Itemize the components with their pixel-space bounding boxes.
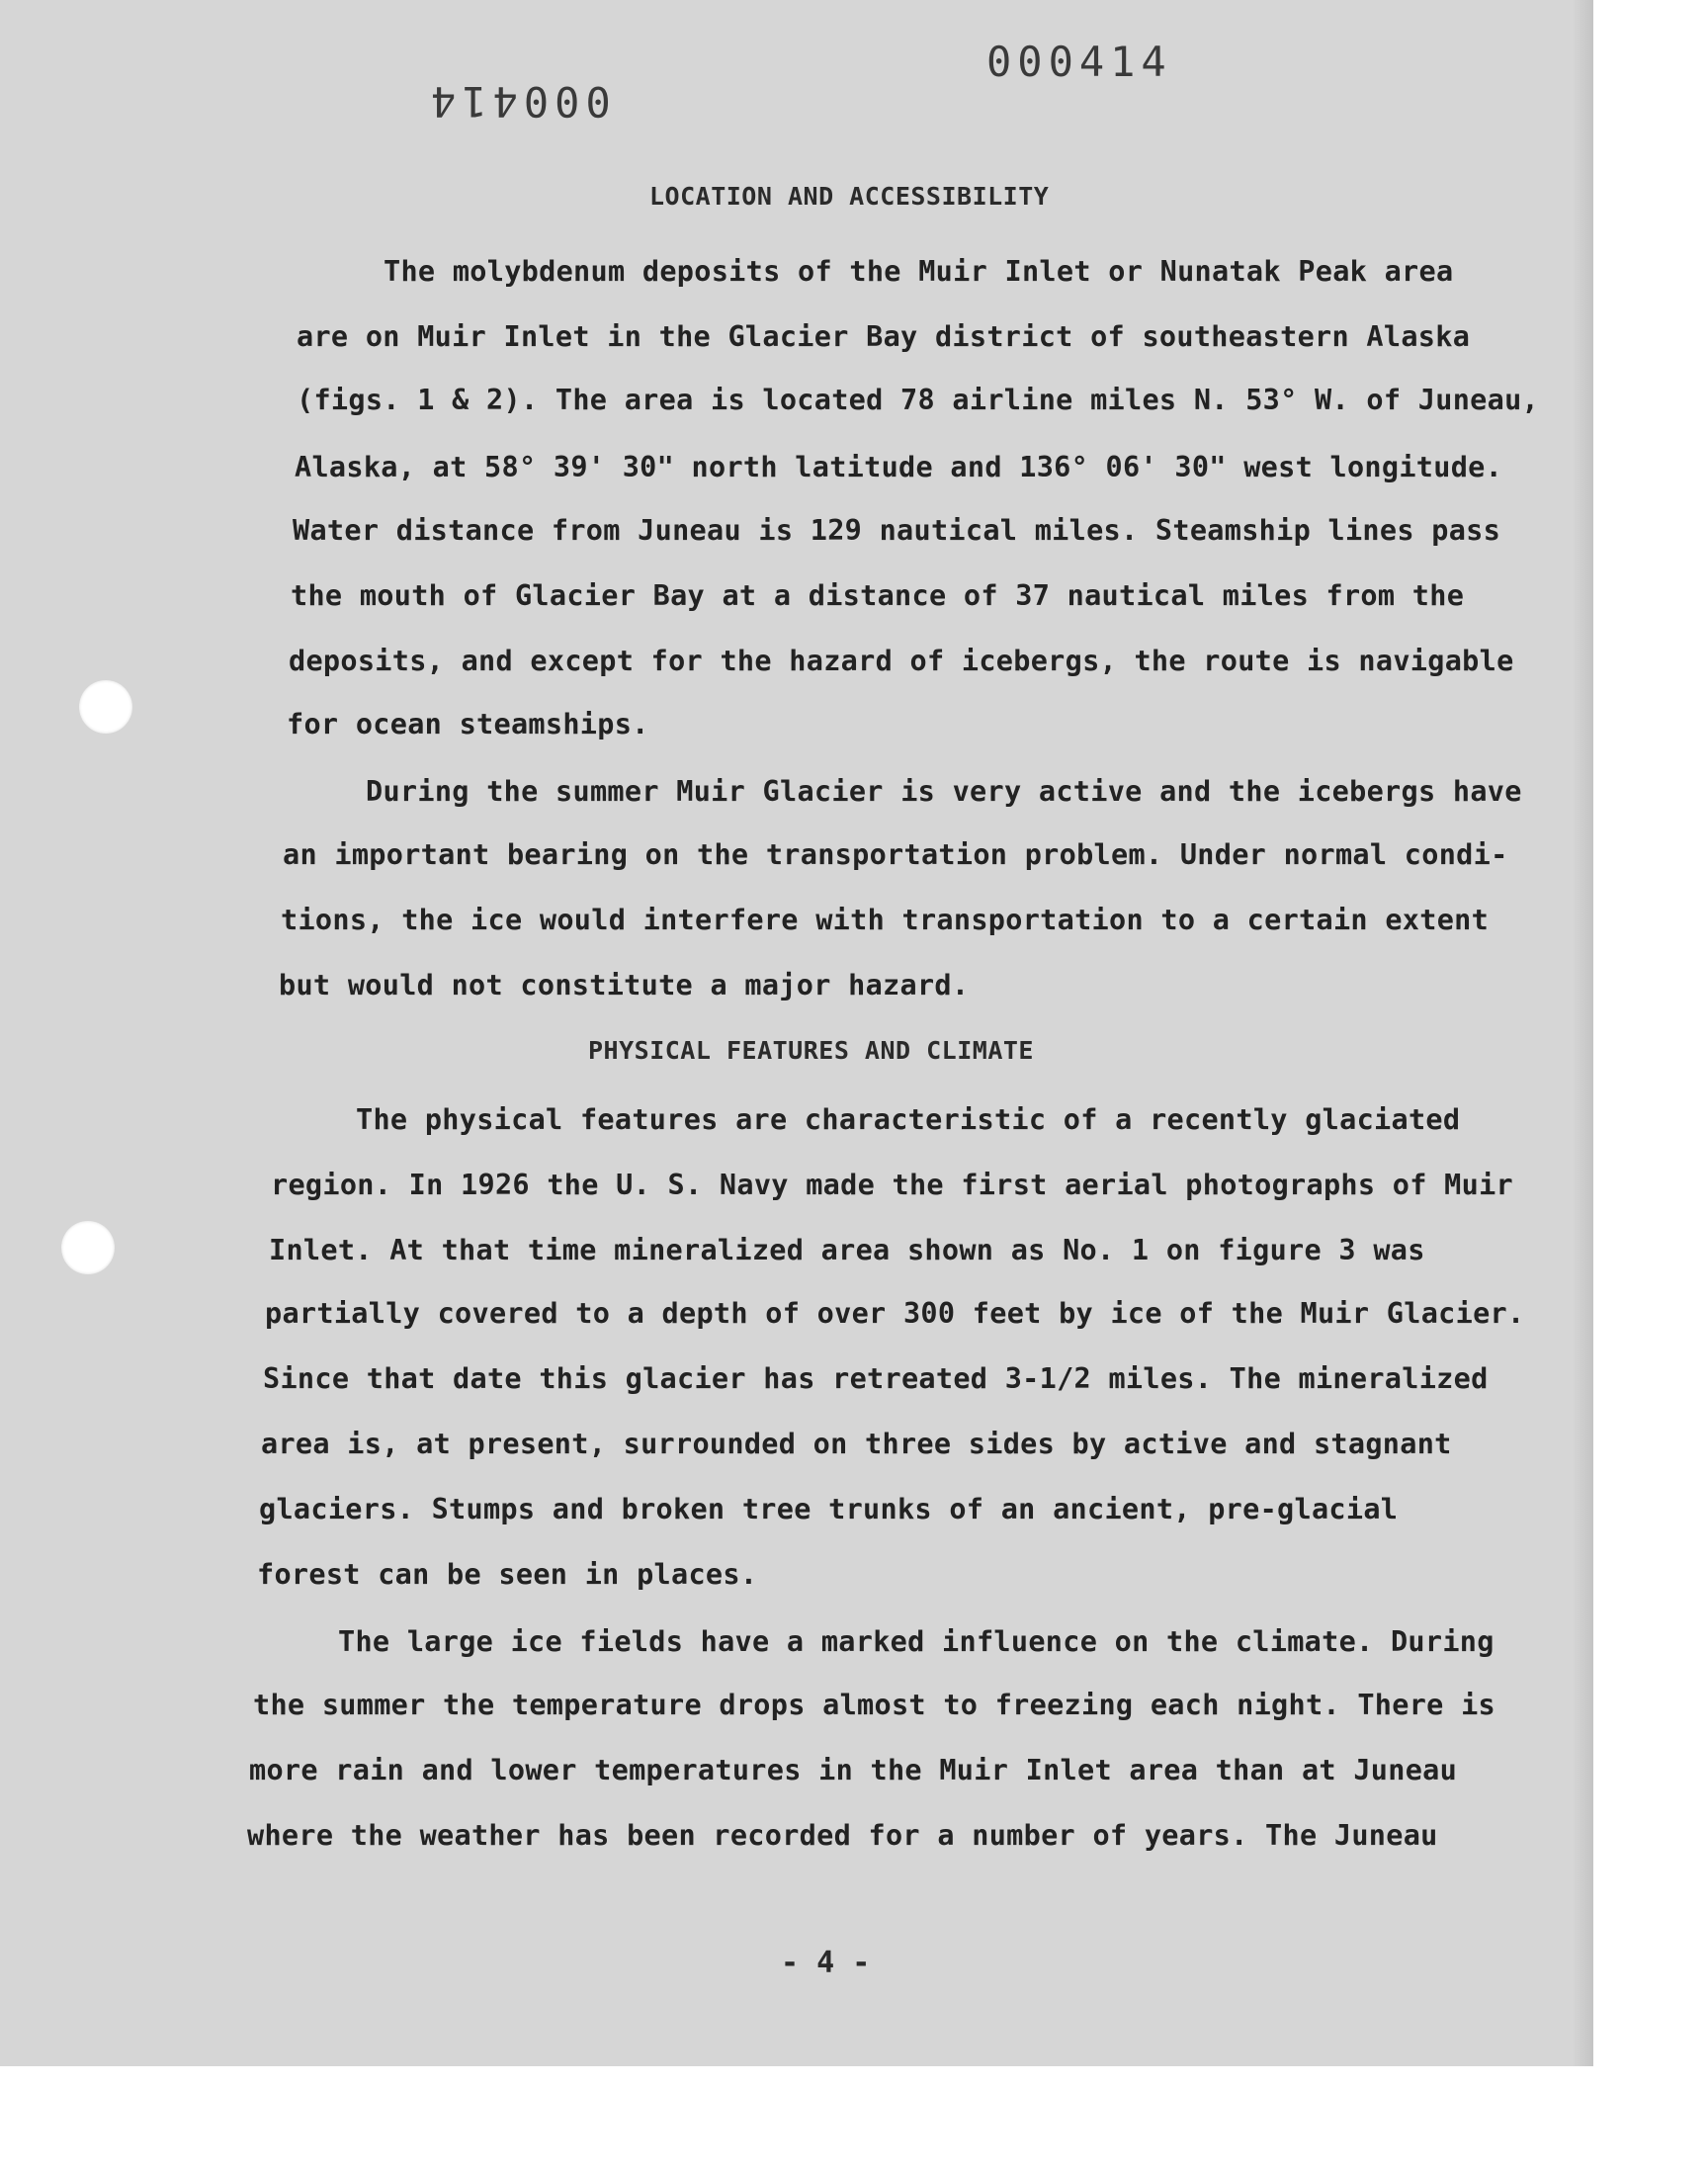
paragraph-line: area is, at present, surrounded on three sides by active and stagnant: [261, 1428, 1452, 1460]
paragraph-line: Alaska, at 58° 39' 30" north latitude and 136° 06' 30" west longitude.: [295, 451, 1503, 483]
paragraph-line: Water distance from Juneau is 129 nautical miles. Steamship lines pass: [293, 514, 1501, 547]
paragraph-line: (figs. 1 & 2). The area is located 78 airline miles N. 53° W. of Juneau,: [297, 384, 1540, 416]
paragraph-line: glaciers. Stumps and broken tree trunks of an ancient, pre-glacial: [259, 1493, 1399, 1525]
paragraph-line: forest can be seen in places.: [257, 1558, 758, 1591]
paragraph-line: The large ice fields have a marked influence on the climate. During: [338, 1625, 1494, 1658]
paragraph-line: but would not constitute a major hazard.: [279, 969, 970, 1001]
paragraph-line: The physical features are characteristic of a recently glaciated: [356, 1103, 1461, 1136]
paragraph-line: The molybdenum deposits of the Muir Inlet or Nunatak Peak area: [384, 255, 1454, 288]
paragraph-line: tions, the ice would interfere with transportation to a certain extent: [281, 904, 1490, 936]
paragraph-line: the mouth of Glacier Bay at a distance of 37 nautical miles from the: [291, 579, 1465, 612]
paragraph-line: partially covered to a depth of over 300 feet by ice of the Muir Glacier.: [265, 1297, 1525, 1330]
punch-hole-upper: [79, 680, 132, 734]
paragraph-line: are on Muir Inlet in the Glacier Bay district of southeastern Alaska: [297, 320, 1471, 353]
section-heading-physical-features: PHYSICAL FEATURES AND CLIMATE: [588, 1036, 1034, 1065]
paragraph-line: where the weather has been recorded for a number of years. The Juneau: [247, 1819, 1438, 1852]
paragraph-line: Since that date this glacier has retreated 3-1/2 miles. The mineralized: [263, 1362, 1489, 1395]
sheet-edge-shadow: [1572, 0, 1593, 2066]
paragraph-line: more rain and lower temperatures in the Muir Inlet area than at Juneau: [249, 1754, 1458, 1786]
punch-hole-lower: [61, 1221, 115, 1274]
paragraph-line: an important bearing on the transportation problem. Under normal condi-: [283, 838, 1508, 871]
section-heading-location: LOCATION AND ACCESSIBILITY: [649, 182, 1050, 211]
paragraph-line: region. In 1926 the U. S. Navy made the first aerial photographs of Muir: [271, 1169, 1514, 1201]
paragraph-line: During the summer Muir Glacier is very active and the icebergs have: [366, 775, 1522, 808]
paragraph-line: deposits, and except for the hazard of icebergs, the route is navigable: [289, 645, 1514, 677]
document-number-stamp-inverted: 000414: [425, 77, 611, 126]
page-number: - 4 -: [781, 1946, 871, 1980]
paragraph-line: the summer the temperature drops almost to freezing each night. There is: [253, 1689, 1496, 1721]
paragraph-line: Inlet. At that time mineralized area shown as No. 1 on figure 3 was: [269, 1234, 1425, 1266]
document-number-stamp: 000414: [986, 38, 1172, 86]
paragraph-line: for ocean steamships.: [287, 708, 649, 740]
